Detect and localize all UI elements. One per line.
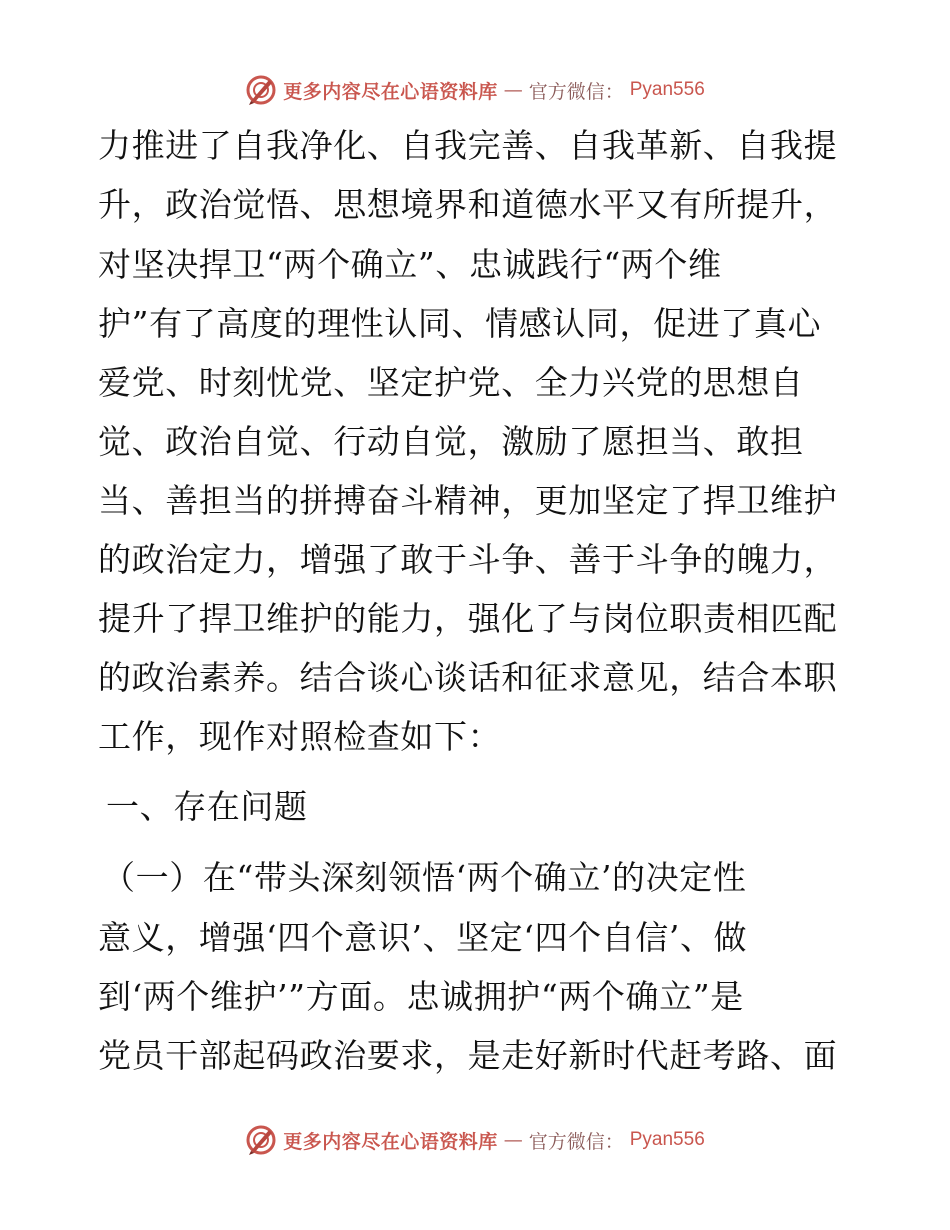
text-line: 意义，增强‘四个意识’、坚定‘四个自信’、做 xyxy=(98,918,748,957)
watermark-dash: — xyxy=(503,1129,523,1151)
text-line: 护”有了高度的理性认同、情感认同，促进了真心 xyxy=(98,304,822,343)
text-line: 觉、政治自觉、行动自觉，激励了愿担当、敢担 xyxy=(98,422,804,461)
text-line: 的政治素养。结合谈心谈话和征求意见，结合本职 xyxy=(98,658,838,697)
text-line: 对坚决捍卫“两个确立”、忠诚践行“两个维 xyxy=(98,245,722,284)
text-line: （一）在“带头深刻领悟‘两个确立’的决定性 xyxy=(102,858,747,897)
text-line: 升，政治觉悟、思想境界和道德水平又有所提升， xyxy=(98,185,838,224)
pen-logo-icon xyxy=(245,1124,277,1156)
watermark-wechat-id: Pyan556 xyxy=(629,1129,705,1150)
watermark-official-label: 官方微信： xyxy=(528,1130,624,1153)
watermark-wechat-id: Pyan556 xyxy=(629,79,705,100)
text-line: 力推进了自我净化、自我完善、自我革新、自我提 xyxy=(98,126,838,165)
watermark-footer xyxy=(0,1120,950,1160)
section-heading: 一、存在问题 xyxy=(106,787,308,826)
text-line: 当、善担当的拼搏奋斗精神，更加坚定了捍卫维护 xyxy=(98,481,838,520)
watermark-official-label: 官方微信： xyxy=(528,80,624,103)
text-line: 的政治定力，增强了敢于斗争、善于斗争的魄力， xyxy=(98,540,838,579)
text-line: 提升了捍卫维护的能力，强化了与岗位职责相匹配 xyxy=(98,599,838,638)
watermark-main-text: 更多内容尽在心语资料库 xyxy=(283,80,498,103)
text-line: 党员干部起码政治要求，是走好新时代赶考路、面 xyxy=(98,1036,838,1075)
watermark-main-text: 更多内容尽在心语资料库 xyxy=(283,1130,498,1153)
text-line: 工作，现作对照检查如下： xyxy=(98,717,502,756)
watermark-dash: — xyxy=(503,79,523,101)
text-line: 到‘两个维护’”方面。忠诚拥护“两个确立”是 xyxy=(98,977,744,1016)
text-line: 爱党、时刻忧党、坚定护党、全力兴党的思想自 xyxy=(98,363,804,402)
watermark-header xyxy=(0,70,950,110)
pen-logo-icon xyxy=(245,74,277,106)
